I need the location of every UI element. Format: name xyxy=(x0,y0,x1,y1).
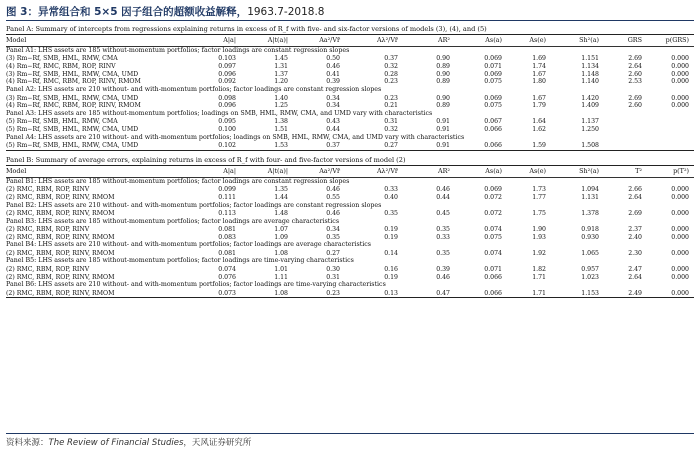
table-row xyxy=(6,274,694,282)
table-row-label: (4) Rm−Rf, RMC, RBM, ROP, RINV, RMOM xyxy=(6,102,141,110)
table-row xyxy=(6,186,694,194)
table-row-cell: 1.74 xyxy=(532,63,546,71)
panelA-header-row xyxy=(6,35,694,46)
table-row-cell: 1.023 xyxy=(581,273,599,281)
table-row-cell: 2.69 xyxy=(628,94,642,102)
panelA-header-row-cell: AR² xyxy=(438,36,450,44)
panelB-header-row-label: Model xyxy=(6,166,27,175)
panelA-header-row-cell: A|a| xyxy=(223,36,236,44)
panelB-header-row-cell: p(T²) xyxy=(673,166,689,175)
table-row-cell: 0.46 xyxy=(326,186,340,194)
panelA-header-row-cell: Aa²/Vr̄ xyxy=(319,36,340,44)
table-row-cell: 0.37 xyxy=(384,55,398,63)
table-row-cell: 0.113 xyxy=(218,209,236,217)
table-row-cell: 0.31 xyxy=(326,273,340,281)
table-row-cell: 0.13 xyxy=(384,289,398,297)
table-row-cell: 0.069 xyxy=(484,94,502,102)
table-row-cell: 0.47 xyxy=(436,289,450,297)
table-row-cell: 1.79 xyxy=(532,102,546,110)
table-row-cell: 1.67 xyxy=(532,94,546,102)
table-row-cell: 0.50 xyxy=(326,55,340,63)
table-row-cell: 1.01 xyxy=(274,265,288,273)
table-row-cell: 0.33 xyxy=(436,233,450,241)
table-row-cell: 1.09 xyxy=(274,233,288,241)
table-row-cell: 0.16 xyxy=(384,265,398,273)
table-row-cell: 0.000 xyxy=(671,78,689,86)
table-row-cell: 1.11 xyxy=(274,273,288,281)
table-row-cell: 1.53 xyxy=(274,142,288,150)
panelB-header-row-cell: As(e) xyxy=(529,166,546,175)
table-row xyxy=(6,194,694,202)
table-row-cell: 2.47 xyxy=(628,265,642,273)
table-row-cell: 1.38 xyxy=(274,118,288,126)
panelA-header-row-cell: As(a) xyxy=(485,36,502,44)
table-row-cell: 1.67 xyxy=(532,70,546,78)
table-row xyxy=(6,226,694,234)
table-row-label: (2) RMC, RBM, ROP, RINV, RMOM xyxy=(6,209,115,217)
table-row-cell: 1.40 xyxy=(274,94,288,102)
table-row-cell: 1.75 xyxy=(532,209,546,217)
table-row-cell: 1.420 xyxy=(581,94,599,102)
source-prefix: 资料来源： xyxy=(6,438,49,448)
table-row-cell: 0.074 xyxy=(484,225,502,233)
table-row-cell: 0.34 xyxy=(326,102,340,110)
table-row-cell: 0.35 xyxy=(384,209,398,217)
table-row xyxy=(6,63,694,71)
table-row-cell: 0.28 xyxy=(384,70,398,78)
table-row xyxy=(6,210,694,218)
table-row-cell: 0.90 xyxy=(436,94,450,102)
table-row-cell: 0.44 xyxy=(436,193,450,201)
table-row-cell: 0.071 xyxy=(484,63,502,71)
panelB-section-title: Panel B2: LHS assets are 210 without- and with-momentum portfolios; factor loadings are constant regression slopes xyxy=(6,201,382,209)
table-row-cell: 0.21 xyxy=(384,102,398,110)
table-row-cell: 0.46 xyxy=(436,273,450,281)
table-row-cell: 0.45 xyxy=(436,209,450,217)
table-row-cell: 0.39 xyxy=(326,78,340,86)
table-row-cell: 1.07 xyxy=(274,225,288,233)
table-row-cell: 0.33 xyxy=(384,186,398,194)
table-row-label: (3) Rm−Rf, SMB, HML, RMW, CMA, UMD xyxy=(6,94,139,102)
panelB-header-row xyxy=(6,166,694,177)
panelA-header-row-cell: Aλ²/Vr̄ xyxy=(376,36,398,44)
table-row-cell: 2.60 xyxy=(628,102,642,110)
table-row-cell: 0.000 xyxy=(671,55,689,63)
table-row-cell: 0.31 xyxy=(384,118,398,126)
table-row-cell: 1.31 xyxy=(274,63,288,71)
table-row xyxy=(6,266,694,274)
table-row-cell: 0.000 xyxy=(671,193,689,201)
table-row-label: (5) Rm−Rf, SMB, HML, RMW, CMA, UMD xyxy=(6,125,139,133)
table-row-cell: 1.378 xyxy=(581,209,599,217)
table-row-cell: 0.43 xyxy=(326,118,340,126)
panelB-header-row-cell: Aλ²/Vr̄ xyxy=(376,166,398,175)
table-row-cell: 1.69 xyxy=(532,55,546,63)
table-row-cell: 1.80 xyxy=(532,78,546,86)
table-row-cell: 0.27 xyxy=(384,142,398,150)
table-row-cell: 1.71 xyxy=(532,289,546,297)
panelB-section-title: Panel B4: LHS assets are 210 without- and with-momentum portfolios; factor loadings are average characteristics xyxy=(6,241,372,249)
table-row-cell: 0.099 xyxy=(218,186,236,194)
table-row-cell: 0.23 xyxy=(384,94,398,102)
source-suffix: ，天风证券研究所 xyxy=(183,438,252,448)
panelB-header-row-cell: Sh²(a) xyxy=(579,166,599,175)
table-row-cell: 0.35 xyxy=(326,233,340,241)
table-row xyxy=(6,95,694,103)
table-row-label: (2) RMC, RBM, ROP, RINV xyxy=(6,265,90,273)
table-row-cell: 0.096 xyxy=(218,70,236,78)
table-row-cell: 0.19 xyxy=(384,225,398,233)
table-row-cell: 0.000 xyxy=(671,63,689,71)
table-row-cell: 0.89 xyxy=(436,102,450,110)
table-row-label: (3) Rm−Rf, SMB, HML, RMW, CMA xyxy=(6,55,118,63)
table-row-cell: 0.41 xyxy=(326,70,340,78)
table-row-cell: 0.098 xyxy=(218,94,236,102)
panelB-section-title: Panel B3: LHS assets are 185 without-momentum portfolios; factor loadings are average characteristics xyxy=(6,217,340,225)
table-row-label: (4) Rm−Rf, RMC, RBM, ROP, RINV, RMOM xyxy=(6,78,141,86)
table-row-cell: 2.69 xyxy=(628,209,642,217)
panelA-header-row-cell: A|t(a)| xyxy=(267,36,288,44)
table-row-cell: 0.075 xyxy=(484,233,502,241)
table-row-cell: 0.37 xyxy=(326,142,340,150)
table-row-cell: 1.45 xyxy=(274,55,288,63)
table-row-label: (2) RMC, RBM, ROP, RINV, RMOM xyxy=(6,273,115,281)
panelB-section-title: Panel B6: LHS assets are 210 without- and with-momentum portfolios; factor loadings are time-varying characteristics xyxy=(6,281,386,289)
table-row-cell: 1.73 xyxy=(532,186,546,194)
table-row-cell: 1.59 xyxy=(532,142,546,150)
table-row-cell: 1.153 xyxy=(581,289,599,297)
table-row-cell: 0.89 xyxy=(436,63,450,71)
table-row-cell: 2.60 xyxy=(628,70,642,78)
table-row-cell: 0.14 xyxy=(384,249,398,257)
table-row-cell: 0.34 xyxy=(326,94,340,102)
table-row-cell: 0.100 xyxy=(218,125,236,133)
table-row xyxy=(6,78,694,86)
table-row-cell: 1.25 xyxy=(274,102,288,110)
figure-title-years: 1963.7-2018.8 xyxy=(247,6,325,18)
table-row-label: (4) Rm−Rf, RMC, RBM, ROP, RINV xyxy=(6,63,116,71)
panelA-header-row-cell: p(GRS) xyxy=(665,36,689,44)
table-row-cell: 1.134 xyxy=(581,63,599,71)
table-row-label: (2) RMC, RBM, ROP, RINV xyxy=(6,225,90,233)
table-row-cell: 0.097 xyxy=(218,63,236,71)
table-row-cell: 2.64 xyxy=(628,193,642,201)
table-row-cell: 1.51 xyxy=(274,125,288,133)
table-row-cell: 0.066 xyxy=(484,273,502,281)
panelB-section-title: Panel B5: LHS assets are 185 without-momentum portfolios; factor loadings are time-varying characteristics xyxy=(6,257,354,265)
panelA-header-row-cell: Sh²(a) xyxy=(579,36,599,44)
table-row-cell: 0.27 xyxy=(326,249,340,257)
panelA-header-row-cell: GRS xyxy=(627,36,642,44)
table-row-cell: 0.069 xyxy=(484,70,502,78)
table-row-cell: 0.19 xyxy=(384,273,398,281)
panelB-title: Panel B: Summary of average errors, explaining returns in excess of R_f with four- and five-factor versions of model (2) xyxy=(6,155,406,164)
table-row-cell: 1.08 xyxy=(274,249,288,257)
table-row-cell: 0.000 xyxy=(671,273,689,281)
table-row-cell: 0.075 xyxy=(484,78,502,86)
table-row-cell: 1.62 xyxy=(532,125,546,133)
table-row-cell: 0.46 xyxy=(326,209,340,217)
table-row-cell: 0.91 xyxy=(436,142,450,150)
table-row xyxy=(6,234,694,242)
table-row-cell: 0.39 xyxy=(436,265,450,273)
table-row xyxy=(6,102,694,110)
table-row-label: (3) Rm−Rf, SMB, HML, RMW, CMA, UMD xyxy=(6,70,139,78)
table-row-cell: 1.131 xyxy=(581,193,599,201)
table-row-cell: 0.957 xyxy=(581,265,599,273)
table-row-label: (5) Rm−Rf, SMB, HML, RMW, CMA xyxy=(6,118,118,126)
table-row-cell: 1.71 xyxy=(532,273,546,281)
table-row-cell: 2.64 xyxy=(628,273,642,281)
panelA-section-title: Panel A4: LHS assets are 210 without- and with-momentum portfolios; loadings on SMB, HML, RMW, CMA, and UMD vary with characteristics xyxy=(6,133,465,141)
table-row-cell: 0.000 xyxy=(671,233,689,241)
table-row-cell: 0.90 xyxy=(436,55,450,63)
table-row-cell: 0.066 xyxy=(484,142,502,150)
table-row-cell: 0.076 xyxy=(218,273,236,281)
table-row-cell: 0.069 xyxy=(484,186,502,194)
table-row-cell: 2.69 xyxy=(628,55,642,63)
table-row-cell: 0.074 xyxy=(218,265,236,273)
panelB-header-row-cell: A|t(a)| xyxy=(267,166,288,175)
table-row-cell: 0.930 xyxy=(581,233,599,241)
table-row-cell: 0.55 xyxy=(326,193,340,201)
table-row-cell: 1.250 xyxy=(581,125,599,133)
table-row-cell: 2.49 xyxy=(628,289,642,297)
table-row-label: (2) RMC, RBM, ROP, RINV xyxy=(6,186,90,194)
table-row-cell: 2.37 xyxy=(628,225,642,233)
table-row-cell: 0.32 xyxy=(384,63,398,71)
table-row-cell: 2.53 xyxy=(628,78,642,86)
panelB-header-row-cell: As(a) xyxy=(485,166,502,175)
panelA-section-title: Panel A3: LHS assets are 185 without-momentum portfolios; loadings on SMB, HML, RMW, CMA, and UMD vary with characteristics xyxy=(6,109,433,117)
table-row-cell: 1.93 xyxy=(532,233,546,241)
table-row-cell: 0.000 xyxy=(671,249,689,257)
table-row-cell: 0.918 xyxy=(581,225,599,233)
table-row xyxy=(6,71,694,79)
figure-title-text: 图 3：异常组合和 5×5 因子组合的超额收益解释， xyxy=(6,6,248,18)
panelA-title: Panel A: Summary of intercepts from regressions explaining returns in excess of R_f with five- and six-factor versions of models (3), (4), and (5) xyxy=(6,25,487,33)
table-row-cell: 0.103 xyxy=(218,55,236,63)
table-row-cell: 0.074 xyxy=(484,249,502,257)
table-row-cell: 0.000 xyxy=(671,289,689,297)
figure-title xyxy=(6,4,324,19)
table-row-cell: 0.000 xyxy=(671,70,689,78)
table-row-label: (5) Rm−Rf, SMB, HML, RMW, CMA, UMD xyxy=(6,142,139,150)
table-row-cell: 0.32 xyxy=(384,125,398,133)
table-row-label: (2) RMC, RBM, ROP, RINV, RMOM xyxy=(6,289,115,297)
panelA-header-row-cell: As(e) xyxy=(529,36,546,44)
table-row-cell: 0.111 xyxy=(218,193,236,201)
table-row-cell: 1.409 xyxy=(581,102,599,110)
panelB-header-row-cell: Aa²/Vr̄ xyxy=(319,166,340,175)
table-row-cell: 0.000 xyxy=(671,225,689,233)
table-row-cell: 1.08 xyxy=(274,289,288,297)
table-row-cell: 1.137 xyxy=(581,118,599,126)
table-row-cell: 0.102 xyxy=(218,142,236,150)
table-row-cell: 1.508 xyxy=(581,142,599,150)
table-row xyxy=(6,250,694,258)
table-row-cell: 1.094 xyxy=(581,186,599,194)
table-row xyxy=(6,55,694,63)
table-row-cell: 0.34 xyxy=(326,225,340,233)
panelB-rule-bottom xyxy=(6,297,694,298)
table-row-cell: 0.000 xyxy=(671,265,689,273)
table-row-cell: 1.77 xyxy=(532,193,546,201)
table-row-cell: 0.066 xyxy=(484,289,502,297)
table-row-cell: 0.075 xyxy=(484,102,502,110)
panelB-section-title: Panel B1: LHS assets are 185 without-momentum portfolios; factor loadings are constant regression slopes xyxy=(6,177,350,185)
table-row-label: (2) RMC, RBM, ROP, RINV, RMOM xyxy=(6,249,115,257)
table-row-cell: 1.148 xyxy=(581,70,599,78)
table-row-cell: 0.067 xyxy=(484,118,502,126)
table-row-cell: 0.91 xyxy=(436,125,450,133)
table-row-cell: 0.35 xyxy=(436,225,450,233)
panelA-section-title: Panel A1: LHS assets are 185 without-momentum portfolios; factor loadings are constant regression slopes xyxy=(6,47,350,54)
table-row-cell: 0.000 xyxy=(671,102,689,110)
table-row-cell: 0.35 xyxy=(436,249,450,257)
table-row-cell: 1.37 xyxy=(274,70,288,78)
table-row-cell: 0.071 xyxy=(484,265,502,273)
panelA-section-title: Panel A2: LHS assets are 210 without- and with-momentum portfolios; factor loadings are constant regression slopes xyxy=(6,86,382,94)
table-row-cell: 0.083 xyxy=(218,233,236,241)
table-row-cell: 0.40 xyxy=(384,193,398,201)
table-row-cell: 0.90 xyxy=(436,70,450,78)
table-row-cell: 0.072 xyxy=(484,209,502,217)
source-journal: The Review of Financial Studies xyxy=(48,438,184,448)
table-row-cell: 0.23 xyxy=(326,289,340,297)
table-row-cell: 0.23 xyxy=(384,78,398,86)
table-row-cell: 0.069 xyxy=(484,55,502,63)
table-row-label: (2) RMC, RBM, ROP, RINV, RMOM xyxy=(6,233,115,241)
table-row-cell: 0.095 xyxy=(218,118,236,126)
table-row-cell: 1.92 xyxy=(532,249,546,257)
table-row-cell: 0.081 xyxy=(218,249,236,257)
table-row xyxy=(6,126,694,134)
table-row-cell: 1.82 xyxy=(532,265,546,273)
table-row-cell: 2.40 xyxy=(628,233,642,241)
table-row-cell: 0.000 xyxy=(671,186,689,194)
table-row-cell: 0.000 xyxy=(671,94,689,102)
panelA-header-row-label: Model xyxy=(6,36,27,44)
table-row-cell: 0.073 xyxy=(218,289,236,297)
table-row-cell: 0.000 xyxy=(671,209,689,217)
table-row-cell: 1.48 xyxy=(274,209,288,217)
table-row-label: (2) RMC, RBM, ROP, RINV, RMOM xyxy=(6,193,115,201)
source-note xyxy=(6,436,251,448)
table-row-cell: 2.30 xyxy=(628,249,642,257)
table-row-cell: 2.66 xyxy=(628,186,642,194)
table-row-cell: 0.081 xyxy=(218,225,236,233)
table-row-cell: 0.46 xyxy=(436,186,450,194)
table-row-cell: 0.46 xyxy=(326,63,340,71)
panelB-header-row-cell: AR² xyxy=(438,166,450,175)
table-row-cell: 0.91 xyxy=(436,118,450,126)
table-row-cell: 1.90 xyxy=(532,225,546,233)
table-row-cell: 0.092 xyxy=(218,78,236,86)
table-row-cell: 0.89 xyxy=(436,78,450,86)
panelB-header-row-cell: T² xyxy=(635,166,642,175)
table-row-cell: 1.065 xyxy=(581,249,599,257)
table-row xyxy=(6,118,694,126)
panelB-header-row-cell: A|a| xyxy=(223,166,236,175)
table-row-cell: 0.44 xyxy=(326,125,340,133)
table-row-cell: 0.30 xyxy=(326,265,340,273)
table-row-cell: 1.20 xyxy=(274,78,288,86)
table-row-cell: 0.072 xyxy=(484,193,502,201)
table-row-cell: 1.64 xyxy=(532,118,546,126)
table-row-cell: 2.64 xyxy=(628,63,642,71)
table-row-cell: 1.35 xyxy=(274,186,288,194)
table-row xyxy=(6,290,694,298)
source-rule xyxy=(6,433,694,434)
table-row xyxy=(6,142,694,150)
table-row-cell: 0.19 xyxy=(384,233,398,241)
table-row-cell: 0.066 xyxy=(484,125,502,133)
title-rule xyxy=(6,20,694,21)
results-table xyxy=(6,24,694,298)
table-row-cell: 1.44 xyxy=(274,193,288,201)
table-row-cell: 1.151 xyxy=(581,55,599,63)
table-row-cell: 1.140 xyxy=(581,78,599,86)
table-row-cell: 0.096 xyxy=(218,102,236,110)
